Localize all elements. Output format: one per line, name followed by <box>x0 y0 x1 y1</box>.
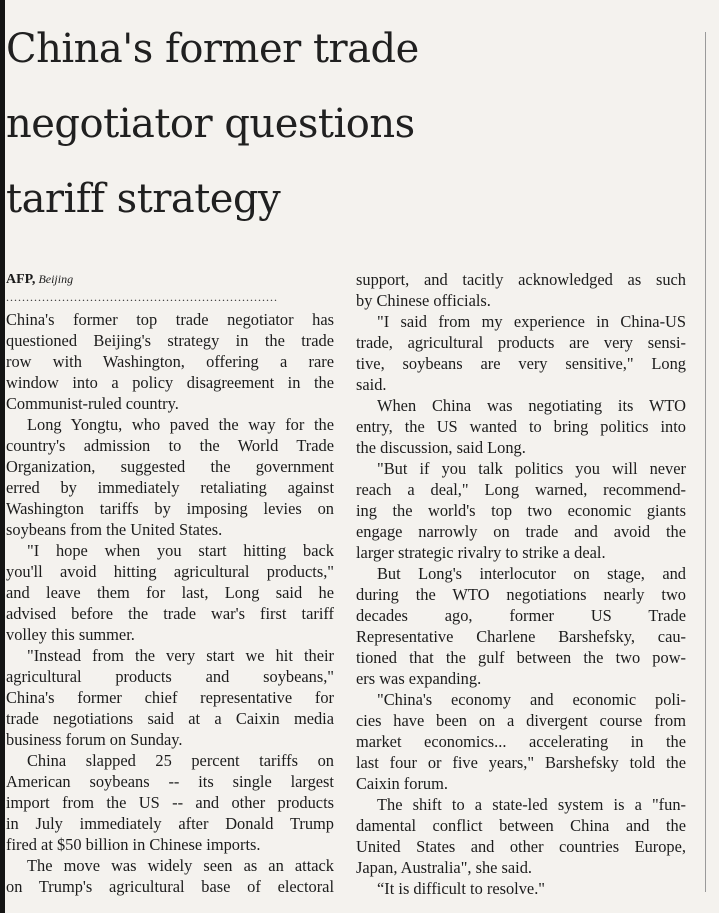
article-text-line: engage narrowly on trade and avoid the <box>356 522 686 541</box>
headline <box>6 12 706 237</box>
article-column-right <box>356 269 686 899</box>
article-text-line: Organization, suggested the government <box>6 457 334 476</box>
article-text-line: said. <box>356 375 387 394</box>
article-text-line: larger strategic rivalry to strike a deal. <box>356 543 606 562</box>
article-text-line: by Chinese officials. <box>356 291 491 310</box>
article-text-line: support, and tacitly acknowledged as such <box>356 270 686 289</box>
article-text-line: reach a deal," Long warned, recommend- <box>356 480 686 499</box>
article-text-line: business forum on Sunday. <box>6 730 183 749</box>
article-text-line: trade, agricultural products are very sensi- <box>356 333 686 352</box>
article-text-line: questioned Beijing's strategy in the trade <box>6 331 334 350</box>
article-text-line: The move was widely seen as an attack <box>27 856 334 875</box>
article-text-line: erred by immediately retaliating against <box>6 478 334 497</box>
article-text-line: soybeans from the United States. <box>6 520 223 539</box>
article-text-line: volley this summer. <box>6 625 135 644</box>
article-text-line: But Long's interlocutor on stage, and <box>377 564 686 583</box>
article-text-line: in July immediately after Donald Trump <box>6 814 334 833</box>
article-text-line: during the WTO negotiations nearly two <box>356 585 686 604</box>
article-text-line: Communist-ruled country. <box>6 394 179 413</box>
article-text-line: entry, the US wanted to bring politics into <box>356 417 686 436</box>
article-text-line: country's admission to the World Trade <box>6 436 334 455</box>
article-text-line: row with Washington, offering a rare <box>6 352 334 371</box>
article-text-line: fired at $50 billion in Chinese imports. <box>6 835 261 854</box>
article-text-line: the discussion, said Long. <box>356 438 526 457</box>
article-text-line: United States and other countries Europe, <box>356 837 686 856</box>
article-text-line: decades ago, former US Trade <box>356 606 686 625</box>
article-text-line: China slapped 25 percent tariffs on <box>27 751 334 770</box>
article-text-line: cies have been on a divergent course from <box>356 711 686 730</box>
article-text-line: "I said from my experience in China-US <box>377 312 686 331</box>
article-text-line: The shift to a state-led system is a "fun- <box>377 795 686 814</box>
article-text-line: Representative Charlene Barshefsky, cau- <box>356 627 686 646</box>
article-text-line: "But if you talk politics you will never <box>377 459 686 478</box>
article-text-line: and leave them for last, Long said he <box>6 583 334 602</box>
article-text-line: China's former chief representative for <box>6 688 334 707</box>
article-text-line: on Trump's agricultural base of electoral <box>6 877 334 896</box>
article-text-line: agricultural products and soybeans," <box>6 667 334 686</box>
column-body <box>6 309 334 897</box>
article-text-line: Long Yongtu, who paved the way for the <box>27 415 334 434</box>
article-text-line: tioned that the gulf between the two pow- <box>356 648 686 667</box>
article-column-left <box>6 269 334 897</box>
article-text-line: damental conflict between China and the <box>356 816 686 835</box>
article-text-line: When China was negotiating its WTO <box>377 396 686 415</box>
column-body <box>356 269 686 899</box>
article-text-line: American soybeans -- its single largest <box>6 772 334 791</box>
headline-line: China's former trade <box>6 26 419 72</box>
article-text-line: Washington tariffs by imposing levies on <box>6 499 334 518</box>
byline-agency: AFP, <box>6 272 36 287</box>
article-text-line: import from the US -- and other products <box>6 793 334 812</box>
article-text-line: advised before the trade war's first tariff <box>6 604 334 623</box>
page-edge-shadow <box>0 0 5 913</box>
article-text-line: ing the world's top two economic giants <box>356 501 686 520</box>
article-text-line: “It is difficult to resolve." <box>377 879 545 898</box>
byline <box>6 269 334 289</box>
byline-separator: .................................................................... <box>6 290 278 304</box>
article-text-line: China's former top trade negotiator has <box>6 310 334 329</box>
headline-line: negotiator questions <box>6 101 415 147</box>
article-text-line: last four or five years," Barshefsky told the <box>356 753 686 772</box>
byline-location: Beijing <box>38 272 74 286</box>
article-text-line: "I hope when you start hitting back <box>27 541 334 560</box>
article-text-line: window into a policy disagreement in the <box>6 373 334 392</box>
article-text-line: Japan, Australia", she said. <box>356 858 533 877</box>
article-text-line: you'll avoid hitting agricultural products," <box>6 562 334 581</box>
article-text-line: ers was expanding. <box>356 669 482 688</box>
article-text-line: market economics... accelerating in the <box>356 732 686 751</box>
article-text-line: "China's economy and economic poli- <box>377 690 686 709</box>
article-text-line: tive, soybeans are very sensitive," Long <box>356 354 686 373</box>
article-text-line: Caixin forum. <box>356 774 448 793</box>
headline-line: tariff strategy <box>6 176 281 222</box>
article-text-line: trade negotiations said at a Caixin media <box>6 709 334 728</box>
article-text-line: "Instead from the very start we hit their <box>27 646 334 665</box>
